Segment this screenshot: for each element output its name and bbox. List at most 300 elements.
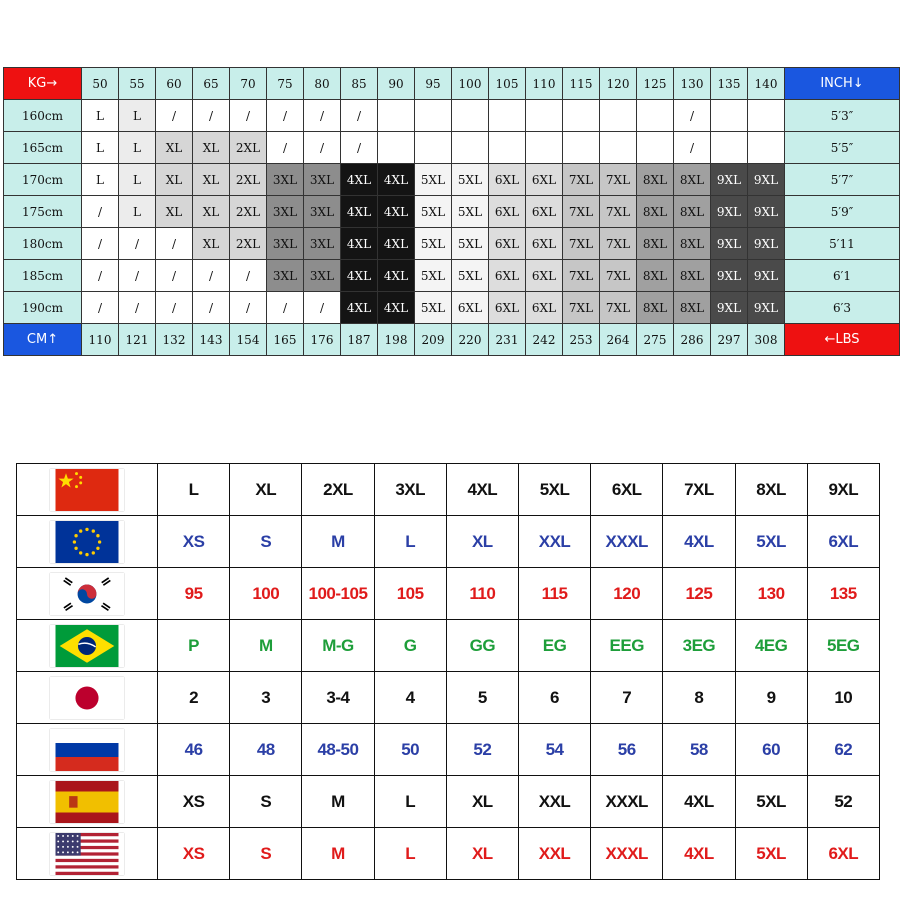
size-value: XXL [518,516,590,568]
size-cell: XL [156,132,193,164]
size-cell: 6XL [526,164,563,196]
size-value: 58 [663,724,735,776]
lbs-label: ←LBS [785,324,900,356]
size-chart-table [3,67,900,356]
size-value: EG [518,620,590,672]
size-cell: 5XL [415,292,452,324]
size-cell: / [304,132,341,164]
region-row [17,776,880,828]
size-value: 5XL [735,776,807,828]
size-cell [378,132,415,164]
size-conversion-table [16,463,880,880]
size-cell: 6XL [489,164,526,196]
flag-cell [17,776,158,828]
size-value: M [302,828,374,880]
size-cell: 8XL [674,292,711,324]
size-value: 10 [807,672,879,724]
size-cell: / [193,292,230,324]
size-value: 105 [374,568,446,620]
size-conversion-panel [16,463,879,888]
size-cell [637,132,674,164]
size-cell [748,100,785,132]
size-value: XS [158,828,230,880]
size-cell: L [119,196,156,228]
size-cell: 4XL [341,228,378,260]
lbs-value: 242 [526,324,563,356]
size-cell: 9XL [748,292,785,324]
size-cell: 6XL [526,292,563,324]
size-cell: 8XL [637,228,674,260]
size-cell: 3XL [304,260,341,292]
size-value: 50 [374,724,446,776]
size-cell: L [82,100,119,132]
size-cell: 8XL [674,260,711,292]
height-inch: 5′9″ [785,196,900,228]
height-inch: 6′3 [785,292,900,324]
size-value: XL [446,776,518,828]
kg-label: KG→ [4,68,82,100]
size-value: XL [446,516,518,568]
size-value: GG [446,620,518,672]
size-cell: / [267,132,304,164]
lbs-value: 308 [748,324,785,356]
size-value: M [302,516,374,568]
size-value: 110 [446,568,518,620]
size-cell [378,100,415,132]
size-value: 4XL [663,776,735,828]
height-cm: 170cm [4,164,82,196]
size-value: 135 [807,568,879,620]
size-cell: 8XL [674,196,711,228]
size-cell: 4XL [341,164,378,196]
height-row [4,164,900,196]
height-inch: 5′7″ [785,164,900,196]
lbs-value: 209 [415,324,452,356]
size-cell: 7XL [600,196,637,228]
size-value: 8XL [735,464,807,516]
size-cell [415,132,452,164]
size-cell: / [119,260,156,292]
size-cell: 2XL [230,164,267,196]
lbs-value: 275 [637,324,674,356]
size-value: 3XL [374,464,446,516]
size-value: S [230,776,302,828]
size-cell: / [82,228,119,260]
flag-cell [17,464,158,516]
size-cell [600,100,637,132]
brazil-flag-icon [50,625,124,667]
size-cell: 7XL [563,164,600,196]
size-cell: 4XL [341,196,378,228]
size-cell: / [82,196,119,228]
size-cell: 6XL [526,228,563,260]
size-cell: / [230,100,267,132]
lbs-value: 110 [82,324,119,356]
kg-value: 110 [526,68,563,100]
size-cell: XL [156,164,193,196]
size-cell: 8XL [674,164,711,196]
size-cell: / [341,100,378,132]
size-value: M [302,776,374,828]
size-cell: / [193,260,230,292]
size-cell: 9XL [748,196,785,228]
region-row [17,568,880,620]
size-cell: 7XL [600,292,637,324]
size-cell [489,100,526,132]
lbs-value: 176 [304,324,341,356]
size-value: 60 [735,724,807,776]
size-cell: 2XL [230,196,267,228]
size-cell: 9XL [711,260,748,292]
size-value: 9XL [807,464,879,516]
inch-label: INCH↓ [785,68,900,100]
kg-value: 95 [415,68,452,100]
size-cell: 3XL [267,260,304,292]
korea-flag-icon [50,573,124,615]
lbs-value: 154 [230,324,267,356]
size-cell: 4XL [378,292,415,324]
kg-value: 90 [378,68,415,100]
size-cell: 9XL [711,164,748,196]
size-value: M-G [302,620,374,672]
size-value: 5EG [807,620,879,672]
size-value: 5XL [735,516,807,568]
size-value: 6XL [807,516,879,568]
kg-value: 130 [674,68,711,100]
size-cell: 6XL [452,292,489,324]
size-cell: L [119,164,156,196]
size-cell: 7XL [600,164,637,196]
size-value: S [230,828,302,880]
size-cell: XL [193,164,230,196]
region-row [17,724,880,776]
region-row [17,516,880,568]
size-value: 54 [518,724,590,776]
region-row [17,672,880,724]
flag-cell [17,620,158,672]
size-cell: / [156,228,193,260]
height-row [4,196,900,228]
size-cell: / [230,292,267,324]
size-cell: 3XL [304,228,341,260]
size-cell [600,132,637,164]
flag-cell [17,568,158,620]
size-cell: / [82,260,119,292]
region-row [17,464,880,516]
size-value: L [374,776,446,828]
weight-lbs-row [4,324,900,356]
size-cell: 3XL [267,164,304,196]
size-cell: / [156,260,193,292]
size-cell [563,100,600,132]
height-cm: 165cm [4,132,82,164]
china-flag-icon [50,469,124,511]
size-cell: 3XL [304,164,341,196]
height-cm: 160cm [4,100,82,132]
flag-cell [17,828,158,880]
size-cell: / [304,100,341,132]
size-value: 46 [158,724,230,776]
height-inch: 5′3″ [785,100,900,132]
size-value: 5 [446,672,518,724]
size-cell: XL [193,132,230,164]
size-cell: XL [193,228,230,260]
region-row [17,620,880,672]
size-cell: 5XL [452,196,489,228]
size-value: 95 [158,568,230,620]
size-cell: 9XL [748,228,785,260]
height-row [4,260,900,292]
size-value: 62 [807,724,879,776]
size-cell [452,100,489,132]
cm-label: CM↑ [4,324,82,356]
height-row [4,228,900,260]
kg-value: 65 [193,68,230,100]
kg-value: 115 [563,68,600,100]
size-cell: / [119,292,156,324]
size-value: 130 [735,568,807,620]
size-cell: / [156,292,193,324]
size-cell: 4XL [341,260,378,292]
lbs-value: 220 [452,324,489,356]
size-cell: 3XL [267,196,304,228]
size-cell: 4XL [341,292,378,324]
size-cell: 6XL [526,196,563,228]
size-cell: 8XL [637,292,674,324]
russia-flag-icon [50,729,124,771]
size-value: 5XL [518,464,590,516]
size-value: 7XL [663,464,735,516]
height-cm: 185cm [4,260,82,292]
lbs-value: 187 [341,324,378,356]
height-row [4,100,900,132]
size-cell [489,132,526,164]
size-value: 6XL [591,464,663,516]
size-value: 3 [230,672,302,724]
size-cell [415,100,452,132]
size-cell: 6XL [526,260,563,292]
size-value: XXL [518,828,590,880]
kg-value: 135 [711,68,748,100]
size-cell: 9XL [711,228,748,260]
flag-cell [17,672,158,724]
kg-value: 60 [156,68,193,100]
flag-cell [17,516,158,568]
size-cell: 6XL [489,260,526,292]
lbs-value: 198 [378,324,415,356]
size-cell: 8XL [637,260,674,292]
size-cell: 5XL [415,260,452,292]
size-value: EEG [591,620,663,672]
size-cell: L [119,100,156,132]
size-cell: 9XL [711,196,748,228]
size-value: 8 [663,672,735,724]
size-value: XL [230,464,302,516]
japan-flag-icon [50,677,124,719]
height-inch: 6′1 [785,260,900,292]
lbs-value: 297 [711,324,748,356]
size-value: G [374,620,446,672]
size-chart-panel [3,67,899,366]
size-cell: 3XL [304,196,341,228]
size-value: 120 [591,568,663,620]
size-cell: L [82,164,119,196]
size-value: XL [446,828,518,880]
lbs-value: 143 [193,324,230,356]
size-value: S [230,516,302,568]
size-cell [748,132,785,164]
kg-value: 80 [304,68,341,100]
size-cell: 7XL [563,228,600,260]
size-value: 4XL [446,464,518,516]
kg-value: 140 [748,68,785,100]
size-value: XXXL [591,516,663,568]
eu-flag-icon [50,521,124,563]
region-row [17,828,880,880]
size-cell: / [82,292,119,324]
size-cell [526,132,563,164]
size-cell: / [674,100,711,132]
size-cell: / [304,292,341,324]
lbs-value: 132 [156,324,193,356]
size-value: XXXL [591,828,663,880]
size-value: 100 [230,568,302,620]
lbs-value: 253 [563,324,600,356]
height-cm: 180cm [4,228,82,260]
size-cell: 5XL [415,228,452,260]
height-cm: 190cm [4,292,82,324]
height-row [4,292,900,324]
size-cell: 5XL [452,228,489,260]
size-cell [711,132,748,164]
size-value: 4XL [663,516,735,568]
kg-value: 120 [600,68,637,100]
lbs-value: 121 [119,324,156,356]
size-cell: 6XL [489,196,526,228]
size-cell: 5XL [452,260,489,292]
size-value: 7 [591,672,663,724]
weight-kg-row [4,68,900,100]
size-value: L [374,516,446,568]
size-cell: 9XL [711,292,748,324]
lbs-value: 231 [489,324,526,356]
height-row [4,132,900,164]
size-value: P [158,620,230,672]
size-value: 6 [518,672,590,724]
size-cell: 2XL [230,228,267,260]
size-cell: L [119,132,156,164]
size-cell: 9XL [748,260,785,292]
size-value: 52 [446,724,518,776]
size-cell: 7XL [563,292,600,324]
size-cell: 6XL [489,228,526,260]
size-cell: 3XL [267,228,304,260]
size-cell: / [119,228,156,260]
size-cell: 8XL [637,164,674,196]
size-value: L [158,464,230,516]
size-cell: XL [193,196,230,228]
size-cell: 7XL [563,260,600,292]
height-inch: 5′5″ [785,132,900,164]
size-cell: 4XL [378,260,415,292]
usa-flag-icon [50,833,124,875]
size-value: 100-105 [302,568,374,620]
size-cell: 7XL [563,196,600,228]
size-cell: 2XL [230,132,267,164]
kg-value: 50 [82,68,119,100]
size-cell [563,132,600,164]
size-value: 6XL [807,828,879,880]
lbs-value: 264 [600,324,637,356]
size-value: XS [158,776,230,828]
size-value: XS [158,516,230,568]
size-value: 115 [518,568,590,620]
size-value: 3EG [663,620,735,672]
spain-flag-icon [50,781,124,823]
flag-cell [17,724,158,776]
size-cell: / [267,292,304,324]
size-cell [526,100,563,132]
size-cell: 9XL [748,164,785,196]
size-cell: 5XL [415,196,452,228]
size-value: 48-50 [302,724,374,776]
size-cell [452,132,489,164]
lbs-value: 286 [674,324,711,356]
size-cell: / [156,100,193,132]
size-value: L [374,828,446,880]
size-value: XXXL [591,776,663,828]
size-value: 9 [735,672,807,724]
size-cell: 4XL [378,164,415,196]
size-cell: / [674,132,711,164]
size-cell: 5XL [415,164,452,196]
size-value: 4 [374,672,446,724]
size-cell: / [267,100,304,132]
size-value: 4XL [663,828,735,880]
size-cell: 4XL [378,196,415,228]
size-cell: 8XL [637,196,674,228]
size-cell: 7XL [600,228,637,260]
size-value: 125 [663,568,735,620]
kg-value: 100 [452,68,489,100]
kg-value: 75 [267,68,304,100]
lbs-value: 165 [267,324,304,356]
size-value: 56 [591,724,663,776]
kg-value: 85 [341,68,378,100]
size-cell: 6XL [489,292,526,324]
size-value: 3-4 [302,672,374,724]
size-value: 2XL [302,464,374,516]
height-inch: 5′11 [785,228,900,260]
kg-value: 125 [637,68,674,100]
size-value: 48 [230,724,302,776]
kg-value: 55 [119,68,156,100]
size-cell [711,100,748,132]
size-value: M [230,620,302,672]
kg-value: 105 [489,68,526,100]
size-value: 5XL [735,828,807,880]
kg-value: 70 [230,68,267,100]
size-cell: 8XL [674,228,711,260]
size-value: XXL [518,776,590,828]
size-cell: XL [156,196,193,228]
size-cell [637,100,674,132]
size-cell: 4XL [378,228,415,260]
size-value: 4EG [735,620,807,672]
size-cell: 7XL [600,260,637,292]
size-cell: / [193,100,230,132]
size-value: 2 [158,672,230,724]
